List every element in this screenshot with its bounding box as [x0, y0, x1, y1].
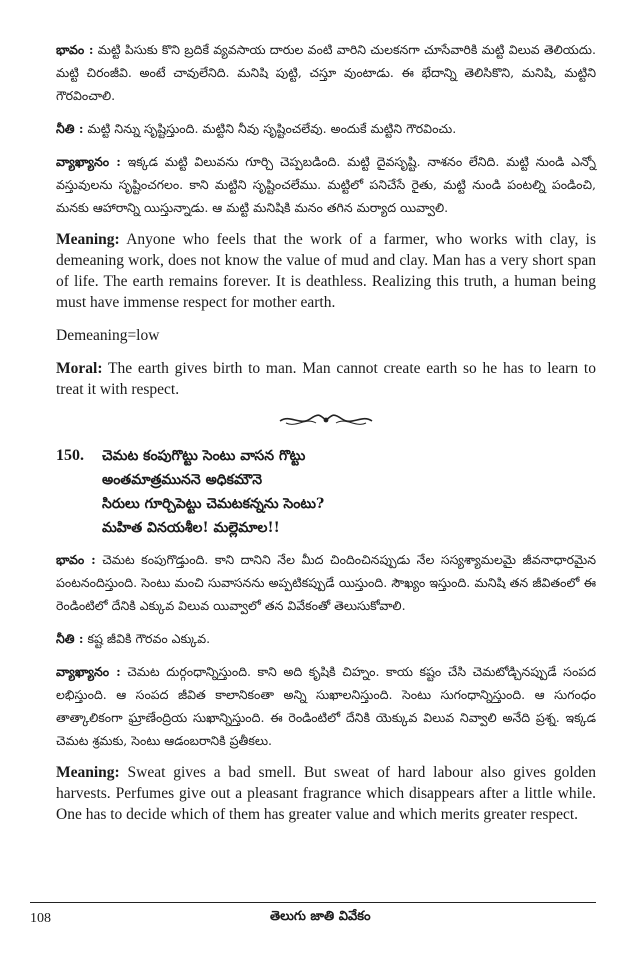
poem-number: 150. — [56, 447, 84, 464]
vyakhyanam-paragraph — [56, 660, 596, 752]
ornament-divider — [56, 412, 596, 428]
book-title: తెలుగు జాతి వివేకం — [270, 909, 371, 924]
moral-text: The earth gives birth to man. Man cannot create earth so he has to learn to treat it with respect. — [56, 360, 596, 398]
flourish-icon — [276, 412, 376, 428]
moral-paragraph — [56, 358, 596, 400]
vyakhyanam-paragraph — [56, 150, 596, 219]
neethi-label: నీతి : — [56, 121, 84, 136]
page-number: 108 — [30, 911, 51, 926]
bhavam-label: భావం : — [56, 42, 94, 57]
poem-line: మహిత వినయశీల! మల్లెమాల!! — [102, 520, 280, 536]
neethi-paragraph — [56, 117, 596, 140]
poem-block — [56, 444, 596, 540]
poem-line: అంతమాత్రముననె అధికమౌనె — [102, 472, 263, 488]
meaning-text: Anyone who feels that the work of a farmer, who works with clay, is demeaning work, does not know the value of mud and clay. Man has a very short span of life. The earth remains forever. It is deathless. Realizing this truth, a human being must have immense respect for mother earth. — [56, 231, 596, 311]
vyakhyanam-label: వ్యాఖ్యానం : — [56, 154, 121, 169]
moral-label: Moral: — [56, 360, 103, 377]
neethi-label: నీతి : — [56, 631, 84, 646]
bhavam-text: చెమట కంపుగొడ్తుంది. కాని దానిని నేల మీద చిందించినప్పుడు నేల సస్యశ్యామలమై జీవనాధారమైన పంటనందిస్తుంది. సెంటు మంచి సువాసనను అప్పటికప్పుడే యిస్తుంది. సౌఖ్యం ఇస్తుంది. మనిషి తన జీవితంలో ఈ రెండింటిలో దేనికి ఎక్కువ విలువ యివ్వాలో తన వివేకంతో తెలుసుకోవాలి. — [56, 552, 596, 613]
poem-lines — [102, 444, 324, 540]
page-footer — [30, 902, 596, 926]
bhavam-paragraph — [56, 38, 596, 107]
poem-line: చెమట కంపుగొట్టు సెంటు వాసన గొట్టు — [102, 448, 306, 464]
bhavam-paragraph — [56, 548, 596, 617]
meaning-label: Meaning: — [56, 231, 120, 248]
meaning-text: Sweat gives a bad smell. But sweat of hard labour also gives golden harvests. Perfumes give out a pleasant fragrance which disappears after a little while. One has to decide which of them has greater value and which merits greater respect. — [56, 764, 596, 823]
meaning-paragraph — [56, 762, 596, 825]
meaning-paragraph — [56, 229, 596, 313]
bhavam-label: భావం : — [56, 552, 96, 567]
page-body — [56, 38, 596, 837]
vyakhyanam-label: వ్యాఖ్యానం : — [56, 664, 121, 679]
neethi-text: కష్ట జీవికి గౌరవం ఎక్కువ. — [87, 631, 211, 646]
glossary-line: Demeaning=low — [56, 327, 160, 344]
bhavam-text: మట్టి పిసుకు కొని బ్రదికే వ్యవసాయ దారుల వంటి వారిని చులకనగా చూసేవారికి మట్టి విలువ తెలియదు. మట్టి చిరంజీవి. అంటే చావులేనిది. మనిషి పుట్టి, చస్తూ వుంటాడు. ఈ భేదాన్ని తెలిసికొని, మనిషి, మట్టిని గౌరవించాలి. — [56, 42, 596, 103]
vyakhyanam-text: ఇక్కడ మట్టి విలువను గూర్చి చెప్పబడింది. మట్టి దైవసృష్టి. నాశనం లేనిది. మట్టి నుండి ఎన్నో వస్తువులను సృష్టించగలం. కాని మట్టిని సృష్టించలేము. మట్టిలో పనిచేసే రైతు, మట్టి నుండి పంటల్ని పండించి, మనకు ఆహారాన్ని యిస్తున్నాడు. ఆ మట్టి మనిషికి మనం తగిన మర్యాద యివ్వాలి. — [56, 154, 597, 215]
poem-line: సిరులు గూర్చిపెట్టు చెమటకన్నను సెంటు? — [102, 496, 325, 512]
vyakhyanam-text: చెమట దుర్గంధాన్నిస్తుంది. కాని అది కృషికి చిహ్నం. కాయ కష్టం చేసి చెమటోడ్చినప్పుడే సంపద లభిస్తుంది. ఆ సంపద జీవిత కాలానికంతా అన్ని సుఖాలనిస్తుంది. సెంటు సుగంధాన్నిస్తుంది. ఆ సుగంధం తాత్కాలికంగా ఘ్రాణేంద్రియ సుఖాన్నిస్తుంది. ఈ రెండింటిలో దేనికి యెక్కువ విలువ నివ్వాలి అనేది ప్రశ్న. ఇక్కడ చెమట శ్రమకు, సెంటు ఆడంబరానికి ప్రతీకలు. — [56, 664, 596, 748]
meaning-label: Meaning: — [56, 764, 120, 781]
neethi-text: మట్టి నిన్ను సృష్టిస్తుంది. మట్టిని నీవు సృష్టించలేవు. అందుకే మట్టిని గౌరవించు. — [87, 121, 457, 136]
neethi-paragraph — [56, 627, 596, 650]
